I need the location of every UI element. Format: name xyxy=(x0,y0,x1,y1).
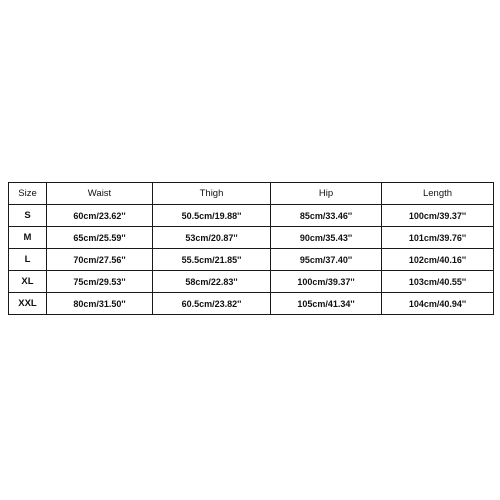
header-row xyxy=(9,183,494,205)
length-cell: 100cm/39.37'' xyxy=(382,205,494,227)
table-row xyxy=(9,205,494,227)
waist-cell: 65cm/25.59'' xyxy=(47,227,153,249)
hip-cell: 105cm/41.34'' xyxy=(271,293,382,315)
size-cell: XL xyxy=(9,271,47,293)
waist-cell: 60cm/23.62'' xyxy=(47,205,153,227)
thigh-cell: 60.5cm/23.82'' xyxy=(153,293,271,315)
header-waist: Waist xyxy=(47,183,153,205)
waist-cell: 70cm/27.56'' xyxy=(47,249,153,271)
hip-cell: 100cm/39.37'' xyxy=(271,271,382,293)
header-thigh: Thigh xyxy=(153,183,271,205)
length-cell: 104cm/40.94'' xyxy=(382,293,494,315)
length-cell: 102cm/40.16'' xyxy=(382,249,494,271)
waist-cell: 80cm/31.50'' xyxy=(47,293,153,315)
header-size: Size xyxy=(9,183,47,205)
table-row xyxy=(9,293,494,315)
length-cell: 103cm/40.55'' xyxy=(382,271,494,293)
hip-cell: 85cm/33.46'' xyxy=(271,205,382,227)
table-row xyxy=(9,227,494,249)
size-cell: S xyxy=(9,205,47,227)
size-cell: M xyxy=(9,227,47,249)
length-cell: 101cm/39.76'' xyxy=(382,227,494,249)
header-hip: Hip xyxy=(271,183,382,205)
table-row xyxy=(9,249,494,271)
header-length: Length xyxy=(382,183,494,205)
hip-cell: 90cm/35.43'' xyxy=(271,227,382,249)
waist-cell: 75cm/29.53'' xyxy=(47,271,153,293)
thigh-cell: 58cm/22.83'' xyxy=(153,271,271,293)
thigh-cell: 53cm/20.87'' xyxy=(153,227,271,249)
thigh-cell: 50.5cm/19.88'' xyxy=(153,205,271,227)
size-cell: XXL xyxy=(9,293,47,315)
size-cell: L xyxy=(9,249,47,271)
thigh-cell: 55.5cm/21.85'' xyxy=(153,249,271,271)
table-row xyxy=(9,271,494,293)
size-chart-table xyxy=(8,182,494,315)
hip-cell: 95cm/37.40'' xyxy=(271,249,382,271)
